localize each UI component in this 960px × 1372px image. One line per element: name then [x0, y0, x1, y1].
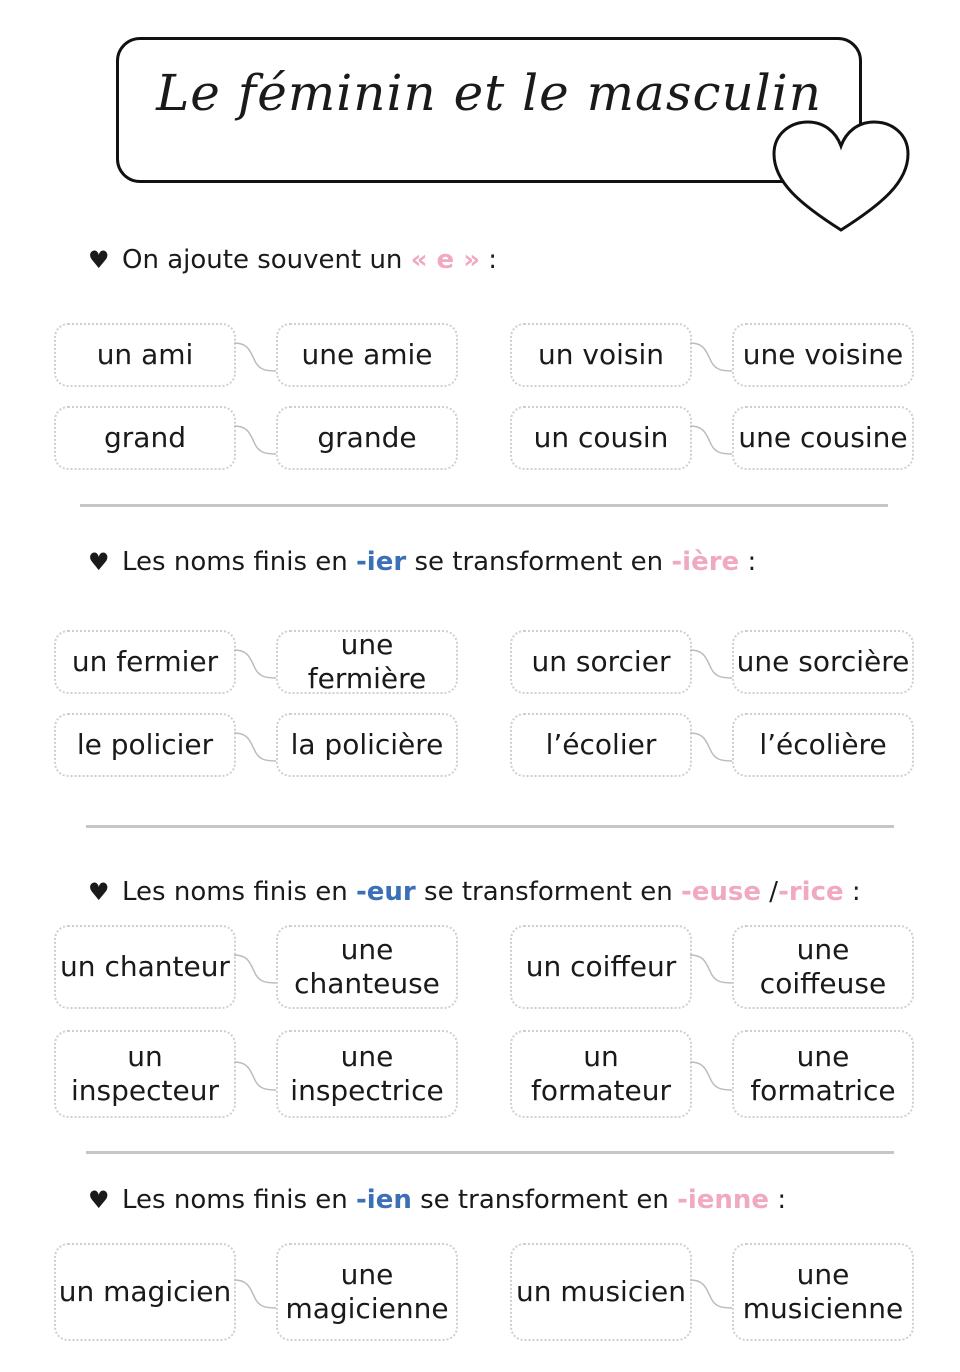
connector-line-icon — [232, 1274, 278, 1314]
rule-heading — [88, 1185, 786, 1215]
masculine-word-card — [54, 630, 236, 694]
feminine-word-card — [276, 406, 458, 470]
rule-intro: Les noms finis en — [122, 1185, 348, 1215]
ending-slash: / — [769, 877, 779, 907]
connector-line-icon — [688, 420, 734, 460]
masculine-word-card — [54, 406, 236, 470]
masculine-word: un magicien — [58, 1275, 232, 1308]
masculine-ending: -ier — [356, 547, 407, 577]
masculine-word-card — [54, 1243, 236, 1341]
section-divider — [86, 825, 894, 828]
masculine-word-card — [510, 1030, 692, 1118]
masculine-word-card — [510, 323, 692, 387]
masculine-word-card — [510, 406, 692, 470]
masculine-word-card — [54, 1030, 236, 1118]
feminine-ending: « e » — [410, 245, 481, 275]
feminine-word: une fermière — [307, 628, 427, 695]
feminine-ending: -ienne — [677, 1185, 770, 1215]
feminine-word-card — [276, 1243, 458, 1341]
masculine-word: un ami — [96, 338, 194, 371]
masculine-ending: -eur — [356, 877, 416, 907]
connector-line-icon — [232, 420, 278, 460]
rule-middle: se transforment en — [424, 877, 673, 907]
connector-line-icon — [688, 949, 734, 989]
connector-line-icon — [232, 1056, 278, 1096]
feminine-word-card — [276, 713, 458, 777]
rule-intro: On ajoute souvent un — [122, 245, 403, 275]
masculine-word-card — [510, 713, 692, 777]
rule-colon: : — [843, 877, 861, 907]
masculine-word-card — [54, 323, 236, 387]
feminine-word-card — [276, 1030, 458, 1118]
masculine-word: un coiffeur — [525, 950, 677, 983]
connector-line-icon — [688, 727, 734, 767]
masculine-word: un chanteur — [60, 950, 230, 983]
heart-bullet-icon: ♥ — [88, 246, 110, 274]
feminine-word: une sorcière — [736, 645, 910, 678]
masculine-word: grand — [104, 421, 186, 454]
feminine-word: une voisine — [742, 338, 904, 371]
feminine-ending: -euse — [680, 877, 762, 907]
masculine-word: un formateur — [531, 1040, 671, 1107]
section-divider — [80, 504, 888, 507]
feminine-word: une chanteuse — [294, 933, 440, 1000]
rule-intro: Les noms finis en — [122, 877, 348, 907]
feminine-word-card — [732, 713, 914, 777]
feminine-word-card — [732, 323, 914, 387]
feminine-word-card — [276, 323, 458, 387]
rule-heading — [88, 245, 497, 275]
masculine-ending: -ien — [356, 1185, 412, 1215]
masculine-word: l’écolier — [545, 728, 657, 761]
rule-middle: se transforment en — [414, 547, 664, 577]
connector-line-icon — [232, 337, 278, 377]
heart-outline-icon — [770, 118, 912, 234]
rule-colon: : — [739, 547, 757, 577]
connector-line-icon — [232, 949, 278, 989]
masculine-word: le policier — [76, 728, 214, 761]
masculine-word: un inspecteur — [71, 1040, 219, 1107]
heart-bullet-icon: ♥ — [88, 878, 110, 906]
rule-colon: : — [480, 245, 498, 275]
connector-line-icon — [688, 1274, 734, 1314]
feminine-word: l’écolière — [759, 728, 887, 761]
masculine-word-card — [510, 1243, 692, 1341]
feminine-word: une magicienne — [285, 1258, 449, 1325]
connector-line-icon — [232, 644, 278, 684]
masculine-word-card — [54, 713, 236, 777]
rule-heading — [88, 877, 861, 907]
heart-bullet-icon: ♥ — [88, 548, 110, 576]
connector-line-icon — [688, 644, 734, 684]
feminine-word: une amie — [301, 338, 433, 371]
feminine-word-card — [276, 925, 458, 1009]
rule-middle: se transforment en — [420, 1185, 669, 1215]
feminine-word: une inspectrice — [290, 1040, 444, 1107]
masculine-word: un fermier — [71, 645, 219, 678]
rule-colon: : — [769, 1185, 787, 1215]
feminine-word: une coiffeuse — [759, 933, 887, 1000]
feminine-word: une cousine — [738, 421, 908, 454]
feminine-word-card — [732, 1030, 914, 1118]
feminine-ending: -ière — [671, 547, 740, 577]
feminine-ending-alt: -rice — [778, 877, 844, 907]
feminine-word: une formatrice — [750, 1040, 896, 1107]
page-title: Le féminin et le masculin — [156, 64, 822, 122]
feminine-word-card — [276, 630, 458, 694]
heart-bullet-icon: ♥ — [88, 1186, 110, 1214]
feminine-word: une musicienne — [742, 1258, 904, 1325]
connector-line-icon — [688, 337, 734, 377]
masculine-word: un voisin — [538, 338, 664, 371]
feminine-word-card — [732, 1243, 914, 1341]
masculine-word: un sorcier — [531, 645, 671, 678]
rule-heading — [88, 547, 756, 577]
masculine-word-card — [510, 630, 692, 694]
feminine-word: grande — [317, 421, 417, 454]
masculine-word-card — [510, 925, 692, 1009]
rule-intro: Les noms finis en — [122, 547, 348, 577]
masculine-word-card — [54, 925, 236, 1009]
feminine-word-card — [732, 630, 914, 694]
connector-line-icon — [232, 727, 278, 767]
connector-line-icon — [688, 1056, 734, 1096]
section-divider — [86, 1151, 894, 1154]
feminine-word: la policière — [290, 728, 444, 761]
masculine-word: un musicien — [516, 1275, 686, 1308]
masculine-word: un cousin — [533, 421, 669, 454]
feminine-word-card — [732, 406, 914, 470]
feminine-word-card — [732, 925, 914, 1009]
